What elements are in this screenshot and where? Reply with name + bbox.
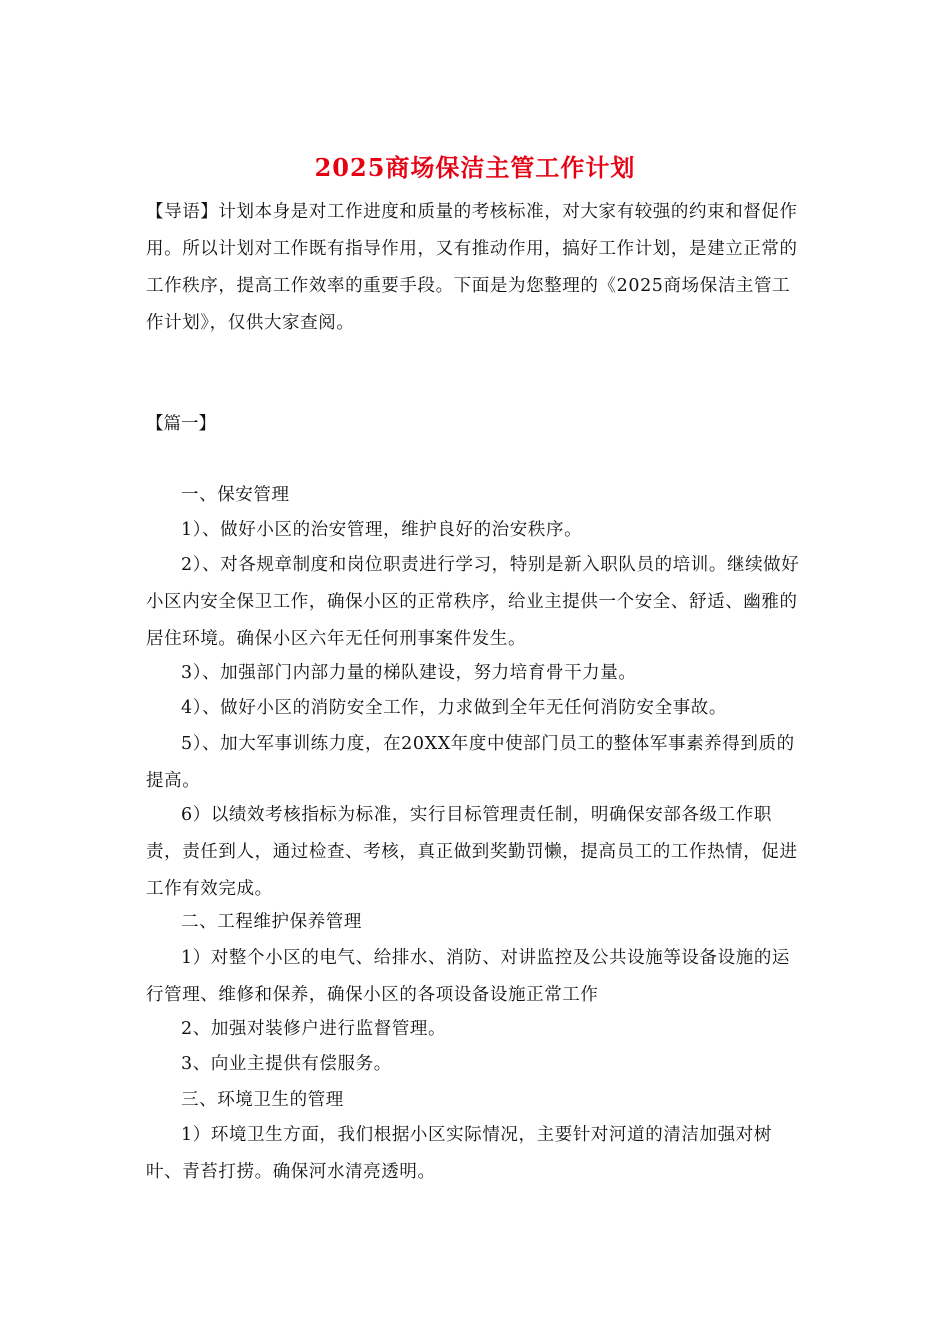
paragraph: 2、加强对装修户进行监督管理。 xyxy=(181,1019,447,1039)
paragraph: 2）、对各规章制度和岗位职责进行学习，特别是新入职队员的培训。继续做好小区内安全保卫工作，确保小区的正常秩序，给业主提供一个安全、舒适、幽雅的居住环境。确保小区六年无任何刑事案件发生。 xyxy=(146,555,800,649)
paragraph: 4）、做好小区的消防安全工作，力求做到全年无任何消防安全事故。 xyxy=(181,698,727,718)
document-title: 2025商场保洁主管工作计划 xyxy=(314,153,636,182)
paragraph: 1）环境卫生方面，我们根据小区实际情况，主要针对河道的清洁加强对树叶、青苔打捞。确保河水清亮透明。 xyxy=(146,1125,772,1182)
paragraph: 二、工程维护保养管理 xyxy=(181,912,362,932)
paragraph: 6）以绩效考核指标为标准，实行目标管理责任制，明确保安部各级工作职责，责任到人，通过检查、考核，真正做到奖勤罚懒，提高员工的工作热情，促进工作有效完成。 xyxy=(146,805,798,899)
paragraph: 1）、做好小区的治安管理，维护良好的治安秩序。 xyxy=(181,520,583,540)
paragraph: 三、环境卫生的管理 xyxy=(181,1090,344,1110)
paragraph: 5）、加大军事训练力度，在20XX年度中使部门员工的整体军事素养得到质的提高。 xyxy=(146,734,795,791)
paragraph: 1）对整个小区的电气、给排水、消防、对讲监控及公共设施等设备设施的运行管理、维修和保养，确保小区的各项设备设施正常工作 xyxy=(146,948,791,1005)
paragraph: 一、保安管理 xyxy=(181,485,290,505)
paragraph: 3）、加强部门内部力量的梯队建设，努力培育骨干力量。 xyxy=(181,663,637,683)
paragraph: 3、向业主提供有偿服务。 xyxy=(181,1054,392,1074)
intro-paragraph: 【导语】计划本身是对工作进度和质量的考核标准，对大家有较强的约束和督促作用。所以计划对工作既有指导作用，又有推动作用，搞好工作计划，是建立正常的工作秩序，提高工作效率的重要手段。下面是为您整理的《2025商场保洁主管工作计划》，仅供大家查阅。 xyxy=(146,202,798,333)
section-label: 【篇一】 xyxy=(146,414,216,434)
